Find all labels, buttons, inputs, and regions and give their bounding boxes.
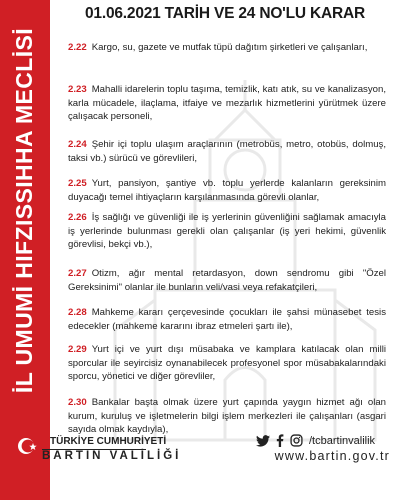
- item-text: Mahalli idarelerin toplu taşıma, temizlik, katı atık, su ve kanalizasyon, karla mücadele, ilaçlama, itfaiye ve mezarlık hizmetlerini yürütmek üzere çalışacak personeli,: [68, 84, 386, 122]
- logo-line-1: TÜRKİYE CUMHURİYETİ: [50, 436, 167, 447]
- item-number: 2.26: [68, 212, 87, 223]
- item-number: 2.28: [68, 307, 87, 318]
- item-text: Şehir içi toplu ulaşım araçlarının (metrobüs, metro, otobüs, dolmuş, taksi vb.) sürücü ve görevlileri,: [68, 139, 386, 164]
- item-text: İş sağlığı ve güvenliği ile iş yerlerinin güvenliğini sağlamak amacıyla iş yerlerinde bulunması gerekli olan çalışanlar (iş yeri hekimi, güvenlik görevlisi, bekçi vb.),: [68, 212, 386, 250]
- item-text: Otizm, ağır mental retardasyon, down sendromu gibi "Özel Gereksinimi" olanlar ile bunların veli/vasi veya refakatçileri,: [68, 268, 386, 293]
- list-item: [68, 83, 386, 124]
- list-item: [68, 138, 386, 165]
- item-number: 2.22: [68, 42, 87, 53]
- item-number: 2.29: [68, 344, 87, 355]
- logo-line-2: BARTIN VALİLİĞİ: [42, 450, 182, 462]
- social-handle[interactable]: /tcbartinvalilik: [309, 434, 376, 447]
- twitter-icon[interactable]: [256, 435, 270, 447]
- list-item: [68, 177, 386, 204]
- page-title: 01.06.2021 TARİH VE 24 NO'LU KARAR: [85, 5, 365, 22]
- crescent-star-logo-icon: [14, 426, 40, 468]
- watermark-tower-illustration: [95, 70, 395, 450]
- item-text: Yurt içi ve yurt dışı müsabaka ve kamplara katılacak olan milli sporcular ile seyircisiz oynanabilecek profesyonel spor müsabakalarındaki sporcu, yönetici ve diğer görevliler,: [68, 344, 386, 382]
- item-text: Kargo, su, gazete ve mutfak tüpü dağıtım şirketleri ve çalışanları,: [91, 42, 368, 53]
- item-number: 2.23: [68, 84, 87, 95]
- item-number: 2.30: [68, 397, 87, 408]
- page-header: [50, 0, 400, 28]
- item-number: 2.24: [68, 139, 87, 150]
- item-number: 2.25: [68, 178, 87, 189]
- website-link[interactable]: www.bartin.gov.tr: [274, 449, 390, 463]
- list-item: [68, 267, 386, 294]
- social-links: [256, 434, 375, 447]
- item-text: Yurt, pansiyon, şantiye vb. toplu yerlerde kalanların gereksinim duyacağı temel ihtiyaçların karşılanmasında görevli olanlar,: [68, 178, 386, 203]
- instagram-icon[interactable]: [290, 434, 303, 447]
- facebook-icon[interactable]: [276, 434, 284, 447]
- list-item: [68, 306, 386, 333]
- list-item: [68, 343, 386, 384]
- item-number: 2.27: [68, 268, 87, 279]
- list-item: [68, 211, 386, 252]
- side-title: İL UMUMİ HIFZISSIHHA MECLİSİ: [11, 27, 38, 393]
- item-text: Mahkeme kararı çerçevesinde çocukları ile şahsi münasebet tesis edecekler (mahkeme kararını ibraz etmeleri şartı ile),: [68, 307, 386, 332]
- list-item: [68, 41, 386, 55]
- item-text: Bankalar başta olmak üzere yurt çapında yaygın hizmet ağı olan kurum, kuruluş ve işletmelerin bilgi işlem merkezleri ile çalışanları (asgari sayıda olmak kaydıyla),: [68, 397, 386, 435]
